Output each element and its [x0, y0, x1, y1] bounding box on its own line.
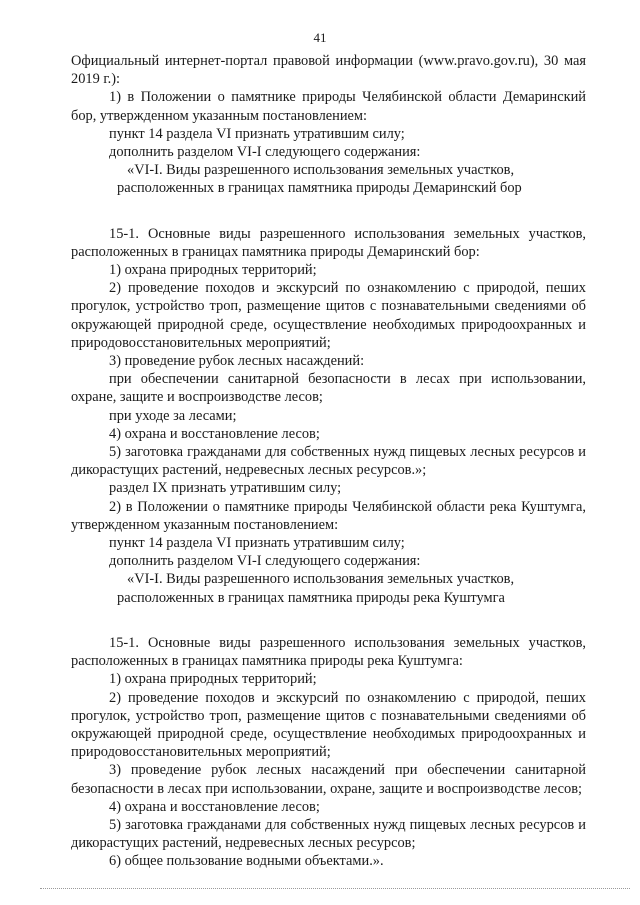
section-a-paragraph: 5) заготовка гражданами для собственных нужд пищевых лесных ресурсов и дикорастущих растений, недревесных лесных ресурсов.»;: [71, 444, 586, 479]
paragraph-invalidate-point: пункт 14 раздела VI признать утратившим силу;: [109, 125, 405, 142]
section-a-paragraph: 2) в Положении о памятнике природы Челябинской области река Куштумга, утвержденном указанным постановлением:: [71, 498, 586, 533]
section-title-demarinsky: [71, 161, 586, 197]
section-a-paragraph: дополнить разделом VI-I следующего содержания:: [109, 553, 421, 570]
section-title-line2: расположенных в границах памятника природы Демаринский бор: [117, 180, 522, 197]
paragraph-add-section: дополнить разделом VI-I следующего содержания:: [109, 144, 421, 161]
section-a-paragraph: 15-1. Основные виды разрешенного использования земельных участков, расположенных в границах памятника природы Демаринский бор:: [71, 225, 586, 260]
section-a-paragraph: 4) охрана и восстановление лесов;: [109, 425, 320, 442]
page-number: 41: [313, 30, 327, 45]
section-a-paragraph: 3) проведение рубок лесных насаждений:: [109, 353, 365, 370]
footer-divider: [40, 888, 630, 889]
section-b-paragraph: 4) охрана и восстановление лесов;: [109, 798, 320, 815]
paragraph-item-1: 1) в Положении о памятнике природы Челябинской области Демаринский бор, утвержденном указанным постановлением:: [71, 89, 586, 124]
section-b-paragraph: 3) проведение рубок лесных насаждений при обеспечении санитарной безопасности в лесах при использовании, охране, защите и воспроизводстве лесов;: [71, 762, 586, 797]
section-a-paragraph: раздел IX признать утратившим силу;: [109, 480, 342, 497]
section-b-paragraph: 5) заготовка гражданами для собственных нужд пищевых лесных ресурсов и дикорастущих растений, недревесных лесных ресурсов;: [71, 816, 586, 852]
document-body: [71, 52, 586, 871]
section-a-paragraph: 1) охрана природных территорий;: [109, 262, 317, 279]
section-b-paragraph: 2) проведение походов и экскурсий по ознакомлению с природой, пеших прогулок, устройство троп, размещение щитов с познавательными сведениями об окружающей природной среде, осуществление необходимых природоохранных и природовосстановительных мероприятий;: [71, 689, 586, 761]
section-a-paragraph: при уходе за лесами;: [109, 407, 237, 424]
section-title-line1: «VI-I. Виды разрешенного использования земельных участков,: [127, 162, 515, 179]
spacer: [71, 198, 586, 225]
section-a-paragraph: при обеспечении санитарной безопасности в лесах при использовании, охране, защите и воспроизводстве лесов;: [71, 371, 586, 406]
section-a-paragraph: 2) проведение походов и экскурсий по ознакомлению с природой, пеших прогулок, устройство троп, размещение щитов с познавательными сведениями об окружающей природной среде, осуществление необходимых природоохранных и природовосстановительных мероприятий;: [71, 280, 586, 351]
section-b-paragraph: 15-1. Основные виды разрешенного использования земельных участков, расположенных в границах памятника природы река Куштумга:: [71, 634, 586, 670]
spacer: [71, 607, 586, 634]
section-b-paragraph: 1) охрана природных территорий;: [109, 671, 317, 688]
section-title-kushtumga: [71, 570, 586, 606]
section-title-line1: «VI-I. Виды разрешенного использования земельных участков,: [127, 571, 515, 588]
section-b-paragraph: 6) общее пользование водными объектами.».: [109, 853, 384, 870]
section-a-paragraph: пункт 14 раздела VI признать утратившим силу;: [109, 535, 405, 552]
section-title-line2: расположенных в границах памятника природы река Куштумга: [117, 589, 505, 606]
paragraph-source: Официальный интернет-портал правовой информации (www.pravo.gov.ru), 30 мая 2019 г.):: [71, 53, 586, 88]
